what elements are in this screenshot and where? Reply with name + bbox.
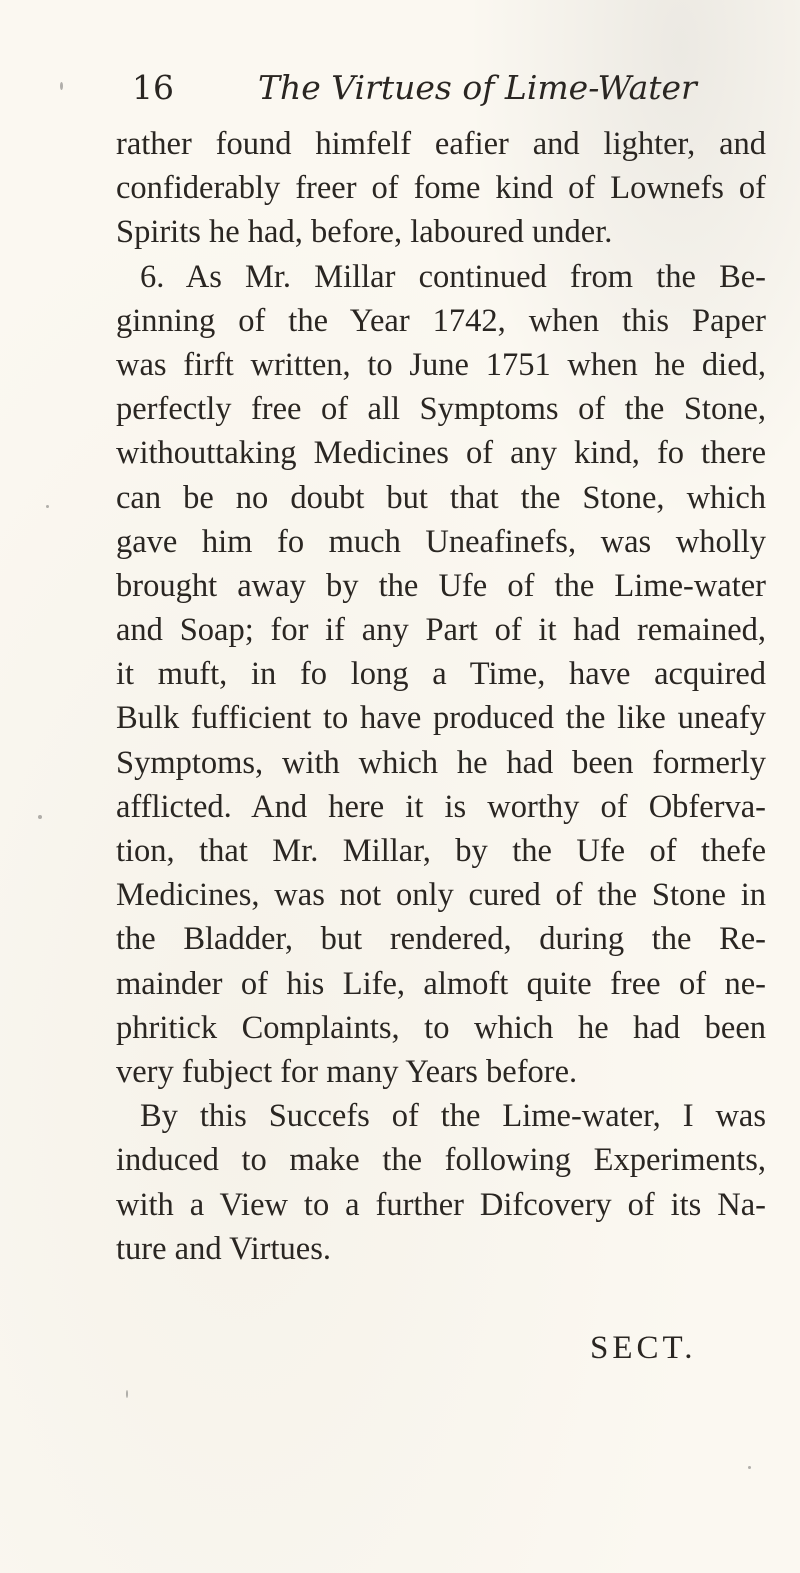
text-line: and Soap; for if any Part of it had remained, [116, 612, 766, 649]
body-text [116, 122, 766, 1271]
text-line: Symptoms, with which he had been formerly [116, 744, 766, 781]
text-line: Medicines, was not only cured of the Stone in [116, 877, 766, 914]
paper-speck [126, 1390, 128, 1398]
text-line: ture and Virtues. [116, 1230, 331, 1267]
text-line: withouttaking Medicines of any kind, fo there [116, 435, 766, 472]
paper-speck [60, 82, 63, 90]
paper-speck [38, 815, 42, 819]
page-number: 16 [132, 68, 174, 107]
text-line: with a View to a further Difcovery of its Na- [116, 1186, 766, 1223]
text-line: perfectly free of all Symptoms of the Stone, [116, 391, 766, 428]
text-line: ginning of the Year 1742, when this Paper [116, 302, 766, 339]
text-line: rather found himfelf eafier and lighter, and [116, 126, 766, 162]
text-line: it muft, in fo long a Time, have acquired [116, 656, 766, 693]
paragraph-start-line: 6. As Mr. Millar continued from the Be- [140, 258, 766, 295]
text-line: gave him fo much Uneafinefs, was wholly [116, 523, 766, 560]
text-line: afflicted. And here it is worthy of Obferva- [116, 788, 766, 825]
running-title: The Virtues of Lime-Water [258, 68, 697, 107]
text-line: very fubject for many Years before. [116, 1053, 578, 1090]
paper-speck [748, 1466, 751, 1469]
text-line: was firft written, to June 1751 when he died, [116, 346, 766, 383]
text-line: Bulk fufficient to have produced the like uneafy [116, 700, 766, 737]
text-line: Spirits he had, before, laboured under. [116, 214, 613, 251]
text-line: phritick Complaints, to which he had been [116, 1009, 766, 1046]
catchword: SECT. [590, 1330, 697, 1366]
paragraph-start-line: By this Succefs of the Lime-water, I was [140, 1098, 766, 1135]
text-line: tion, that Mr. Millar, by the Ufe of thefe [116, 833, 766, 869]
text-line: brought away by the Ufe of the Lime-water [116, 567, 766, 604]
text-line: mainder of his Life, almoft quite free of ne- [116, 965, 766, 1002]
running-head [118, 64, 718, 112]
text-line: can be no doubt but that the Stone, which [116, 479, 766, 516]
text-line: confiderably freer of fome kind of Lownefs of [116, 170, 766, 207]
paper-speck [46, 505, 49, 508]
text-line: induced to make the following Experiments, [116, 1142, 766, 1179]
text-line: the Bladder, but rendered, during the Re- [116, 921, 766, 958]
